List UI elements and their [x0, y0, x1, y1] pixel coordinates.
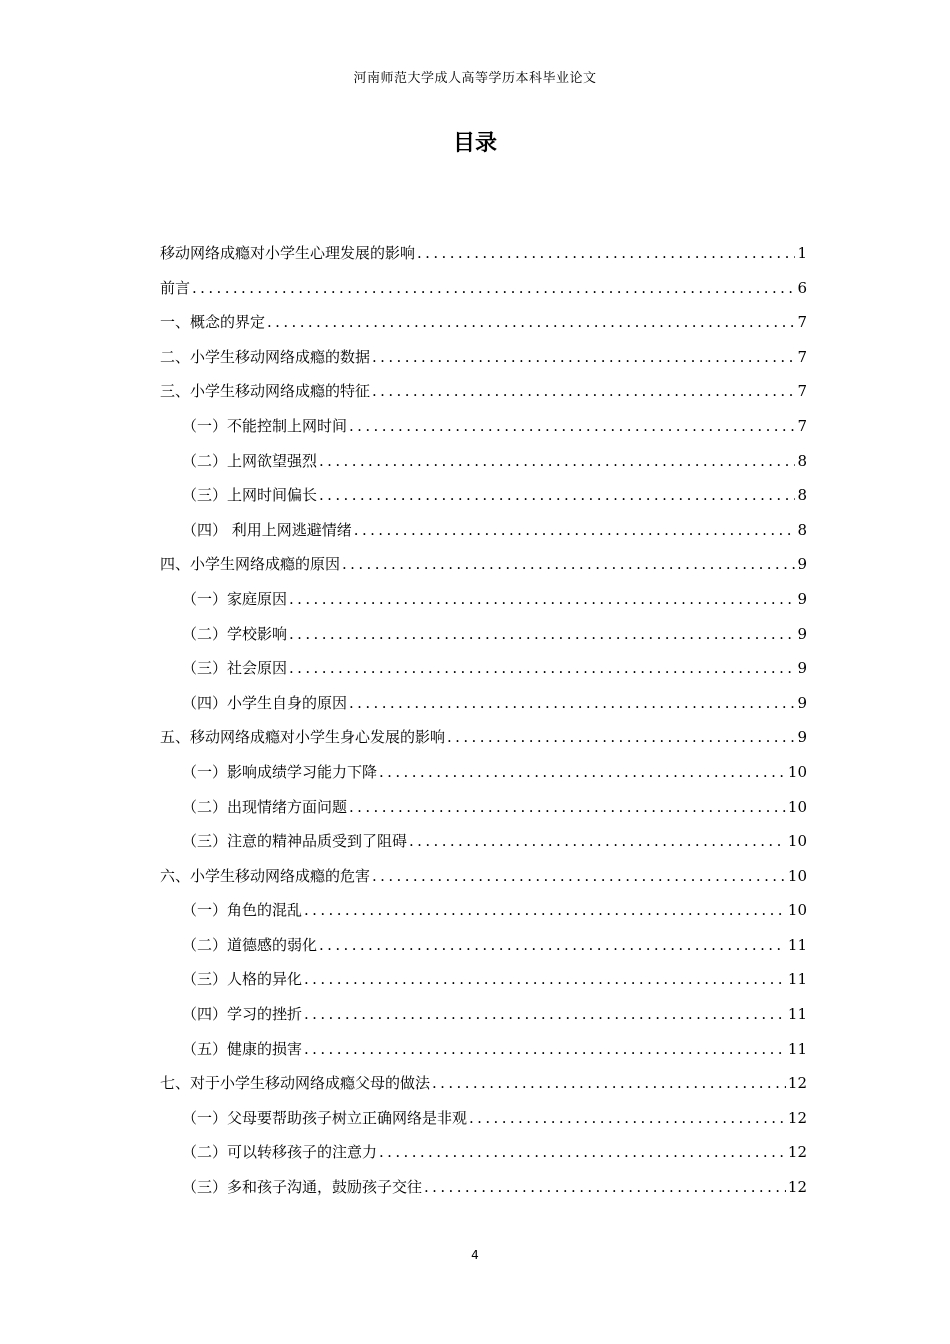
- toc-dot-leader: [409, 824, 786, 859]
- toc-entry[interactable]: [160, 236, 807, 271]
- toc-entry-title: （四）小学生自身的原因: [182, 693, 348, 712]
- toc-entry-title: （四） 利用上网逃避情绪: [182, 520, 352, 539]
- toc-dot-leader: [192, 271, 795, 306]
- toc-dot-leader: [424, 1170, 786, 1205]
- toc-entry-page: 7: [797, 416, 807, 435]
- toc-dot-leader: [379, 755, 786, 790]
- toc-dot-leader: [304, 997, 786, 1032]
- toc-entry-title: （二）学校影响: [182, 624, 288, 643]
- toc-entry-title: 七、对于小学生移动网络成瘾父母的做法: [160, 1074, 431, 1093]
- toc-entry[interactable]: [160, 340, 807, 375]
- toc-dot-leader: [372, 859, 786, 894]
- toc-entry[interactable]: [160, 1135, 807, 1170]
- toc-dot-leader: [372, 374, 795, 409]
- page-number: 4: [471, 1248, 479, 1262]
- toc-entry-page: 10: [787, 901, 807, 920]
- toc-entry[interactable]: [160, 582, 807, 617]
- toc-dot-leader: [342, 547, 795, 582]
- toc-entry-page: 8: [797, 520, 807, 539]
- toc-entry-title: （一）不能控制上网时间: [182, 416, 348, 435]
- toc-entry[interactable]: [160, 962, 807, 997]
- toc-entry[interactable]: [160, 720, 807, 755]
- toc-dot-leader: [349, 686, 795, 721]
- toc-entry-title: （三）上网时间偏长: [182, 486, 318, 505]
- toc-entry-title: （五）健康的损害: [182, 1039, 303, 1058]
- toc-dot-leader: [417, 236, 795, 271]
- toc-entry-title: 二、小学生移动网络成瘾的数据: [160, 347, 371, 366]
- toc-entry-page: 11: [787, 935, 807, 954]
- toc-entry[interactable]: [160, 444, 807, 479]
- toc-entry-title: 四、小学生网络成瘾的原因: [160, 555, 341, 574]
- toc-entry-page: 6: [797, 278, 807, 297]
- toc-entry-page: 10: [787, 797, 807, 816]
- toc-entry-title: （三）多和孩子沟通，鼓励孩子交往: [182, 1178, 423, 1197]
- toc-dot-leader: [289, 617, 795, 652]
- toc-entry-page: 7: [797, 347, 807, 366]
- toc-entry-title: 前言: [160, 278, 191, 297]
- toc-entry-title: 一、概念的界定: [160, 313, 266, 332]
- toc-entry-title: （二）出现情绪方面问题: [182, 797, 348, 816]
- toc-entry-title: （一）家庭原因: [182, 589, 288, 608]
- toc-entry-page: 8: [797, 451, 807, 470]
- toc-entry-page: 12: [787, 1074, 807, 1093]
- toc-dot-leader: [469, 1101, 786, 1136]
- toc-dot-leader: [267, 305, 795, 340]
- toc-entry-page: 10: [787, 762, 807, 781]
- toc-entry-title: （二）上网欲望强烈: [182, 451, 318, 470]
- toc-entry-page: 11: [787, 1039, 807, 1058]
- toc-dot-leader: [319, 928, 786, 963]
- toc-entry-page: 8: [797, 486, 807, 505]
- toc-entry[interactable]: [160, 824, 807, 859]
- toc-entry-page: 7: [797, 382, 807, 401]
- toc-entry-page: 9: [797, 693, 807, 712]
- running-header: 河南师范大学成人高等学历本科毕业论文: [353, 71, 597, 86]
- toc-entry-page: 9: [797, 555, 807, 574]
- toc-entry-title: （一）父母要帮助孩子树立正确网络是非观: [182, 1108, 468, 1127]
- toc-entry[interactable]: [160, 651, 807, 686]
- toc-entry-title: 移动网络成瘾对小学生心理发展的影响: [160, 244, 416, 262]
- toc-entry-page: 9: [797, 659, 807, 678]
- toc-entry-title: （四）学习的挫折: [182, 1005, 303, 1024]
- toc-entry-title: 三、小学生移动网络成瘾的特征: [160, 382, 371, 401]
- toc-dot-leader: [432, 1066, 786, 1101]
- toc-entry-title: 六、小学生移动网络成瘾的危害: [160, 866, 371, 885]
- toc-entry[interactable]: [160, 374, 807, 409]
- toc-dot-leader: [289, 651, 795, 686]
- toc-entry-title: （一）角色的混乱: [182, 901, 303, 920]
- toc-dot-leader: [289, 582, 795, 617]
- toc-entry[interactable]: [160, 409, 807, 444]
- toc-entry[interactable]: [160, 893, 807, 928]
- toc-entry[interactable]: [160, 1032, 807, 1067]
- toc-dot-leader: [447, 720, 795, 755]
- toc-entry-page: 7: [797, 313, 807, 332]
- toc-entry-title: （三）人格的异化: [182, 970, 303, 989]
- toc-entry-page: 9: [797, 624, 807, 643]
- toc-entry-page: 12: [787, 1108, 807, 1127]
- toc-entry-title: 五、移动网络成瘾对小学生身心发展的影响: [160, 728, 446, 747]
- toc-entry-title: （三）注意的精神品质受到了阻碍: [182, 832, 408, 851]
- toc-entry-title: （二）可以转移孩子的注意力: [182, 1143, 378, 1162]
- toc-entry[interactable]: [160, 1170, 807, 1205]
- toc-dot-leader: [304, 1032, 786, 1067]
- toc-dot-leader: [319, 478, 795, 513]
- toc-dot-leader: [349, 790, 786, 825]
- toc-dot-leader: [354, 513, 796, 548]
- toc-entry-page: 10: [787, 866, 807, 885]
- toc-entry[interactable]: [160, 513, 807, 548]
- toc-entry-page: 9: [797, 728, 807, 747]
- toc-entry[interactable]: [160, 928, 807, 963]
- toc-entry-title: （三）社会原因: [182, 659, 288, 678]
- toc-entry-page: 1: [797, 244, 807, 262]
- toc-dot-leader: [379, 1135, 786, 1170]
- toc-entry[interactable]: [160, 305, 807, 340]
- toc-dot-leader: [372, 340, 795, 375]
- toc-dot-leader: [304, 962, 786, 997]
- toc-entry[interactable]: [160, 1101, 807, 1136]
- toc-entry-page: 10: [787, 832, 807, 851]
- page-title: 目录: [452, 131, 497, 156]
- toc-entry[interactable]: [160, 859, 807, 894]
- toc-entry-page: 9: [797, 589, 807, 608]
- toc-entry[interactable]: [160, 790, 807, 825]
- toc-entry[interactable]: [160, 271, 807, 306]
- toc-entry-page: 12: [787, 1178, 807, 1197]
- toc-entry[interactable]: [160, 997, 807, 1032]
- toc-entry-page: 11: [787, 1005, 807, 1024]
- toc-entry-title: （二）道德感的弱化: [182, 935, 318, 954]
- toc-entry[interactable]: [160, 478, 807, 513]
- toc-dot-leader: [349, 409, 795, 444]
- toc-dot-leader: [304, 893, 786, 928]
- toc-entry[interactable]: [160, 617, 807, 652]
- toc-entry-title: （一）影响成绩学习能力下降: [182, 762, 378, 781]
- toc-dot-leader: [319, 444, 795, 479]
- table-of-contents: [160, 236, 807, 1205]
- toc-entry-page: 11: [787, 970, 807, 989]
- toc-entry[interactable]: [160, 686, 807, 721]
- toc-entry[interactable]: [160, 1066, 807, 1101]
- toc-entry-page: 12: [787, 1143, 807, 1162]
- toc-entry[interactable]: [160, 755, 807, 790]
- toc-entry[interactable]: [160, 547, 807, 582]
